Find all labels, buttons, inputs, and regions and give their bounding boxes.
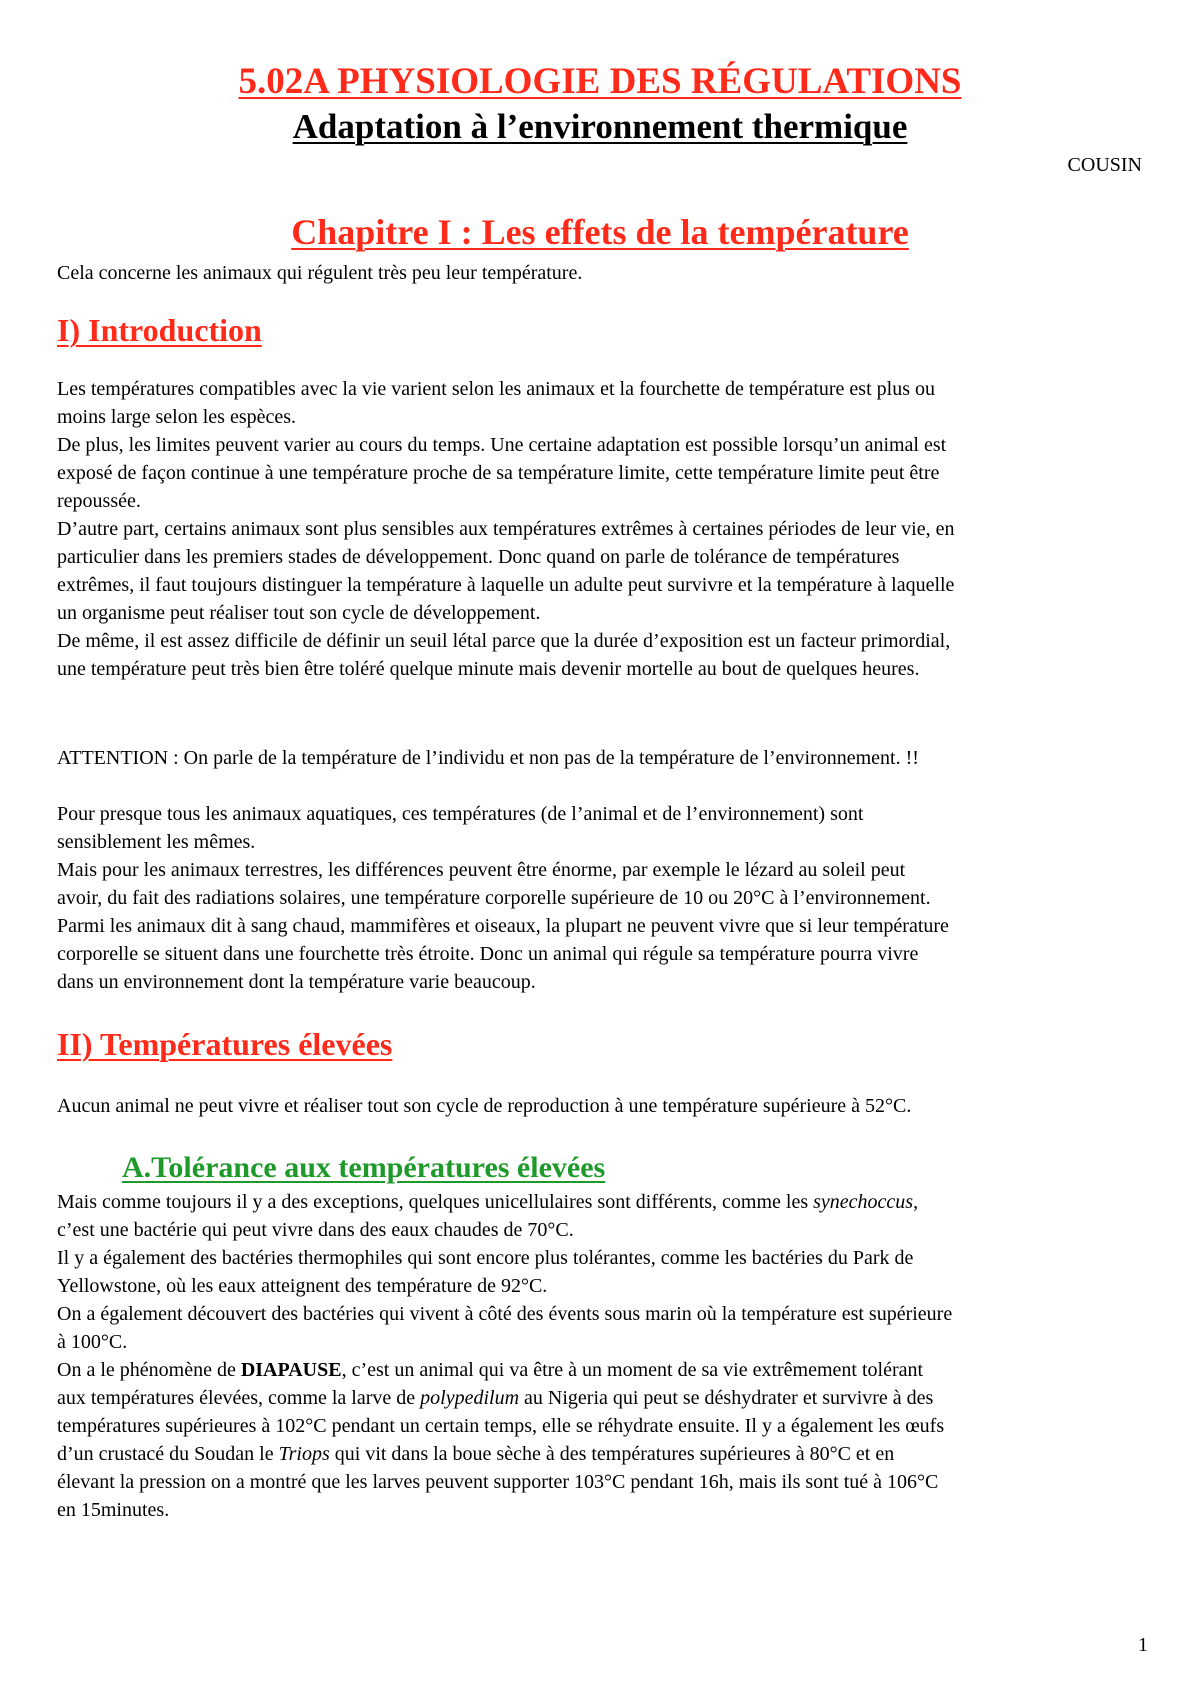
chapter-intro <box>57 259 1147 287</box>
text-line: températures supérieures à 102°C pendant un certain temps, elle se réhydrate ensuite. Il y a également les œufs <box>57 1415 945 1437</box>
species-name: synechoccus <box>813 1191 914 1213</box>
attention-note <box>57 744 1147 772</box>
chapter-intro-text: Cela concerne les animaux qui régulent très peu leur température. <box>57 262 583 284</box>
tolerance-paragraph <box>57 1188 1147 1524</box>
text-run: au Nigeria qui peut se déshydrater et survivre à des <box>519 1387 934 1409</box>
text-line: dans un environnement dont la température varie beaucoup. <box>57 971 536 993</box>
text-line: c’est une bactérie qui peut vivre dans des eaux chaudes de 70°C. <box>57 1219 574 1241</box>
chapter-title: Chapitre I : Les effets de la température <box>291 212 909 252</box>
text-line: avoir, du fait des radiations solaires, une température corporelle supérieure de 10 ou 20°C à l’environnement. <box>57 887 931 909</box>
text-line <box>57 1188 1147 1216</box>
section-heading-high-temperatures: II) Températures élevées <box>57 1026 393 1062</box>
text-line: De même, il est assez difficile de définir un seuil létal parce que la durée d’exposition est un facteur primordial, <box>57 630 951 652</box>
introduction-paragraph-2 <box>57 800 1147 996</box>
attention-text: ATTENTION : On parle de la température de l’individu et non pas de la température de l’environnement. !! <box>57 747 919 769</box>
text-line: à 100°C. <box>57 1331 128 1353</box>
author-name: COUSIN <box>1067 154 1142 176</box>
page-number: 1 <box>1138 1634 1148 1656</box>
text-line: moins large selon les espèces. <box>57 406 297 428</box>
text-line: Pour presque tous les animaux aquatiques, ces températures (de l’animal et de l’environnement) sont <box>57 803 864 825</box>
text-line: sensiblement les mêmes. <box>57 831 256 853</box>
text-line: Aucun animal ne peut vivre et réaliser tout son cycle de reproduction à une température supérieure à 52°C. <box>57 1095 912 1117</box>
text-run: , c’est un animal qui va être à un moment de sa vie extrêmement tolérant <box>341 1359 924 1381</box>
introduction-paragraph-1 <box>57 375 1147 683</box>
text-line: Il y a également des bactéries thermophiles qui sont encore plus tolérantes, comme les bactéries du Park de <box>57 1247 914 1269</box>
text-run: , <box>913 1191 919 1213</box>
text-line: une température peut très bien être toléré quelque minute mais devenir mortelle au bout de quelques heures. <box>57 658 920 680</box>
text-line: corporelle se situent dans une fourchette très étroite. Donc un animal qui régule sa température pourra vivre <box>57 943 919 965</box>
keyword-diapause: DIAPAUSE <box>240 1359 342 1381</box>
text-line: Yellowstone, où les eaux atteignent des température de 92°C. <box>57 1275 548 1297</box>
text-line: On a également découvert des bactéries qui vivent à côté des évents sous marin où la température est supérieure <box>57 1303 953 1325</box>
high-temperatures-intro <box>57 1092 1147 1120</box>
text-line: Les températures compatibles avec la vie varient selon les animaux et la fourchette de température est plus ou <box>57 378 935 400</box>
text-line: De plus, les limites peuvent varier au cours du temps. Une certaine adaptation est possible lorsqu’un animal est <box>57 434 947 456</box>
text-run: aux températures élevées, comme la larve de <box>57 1387 421 1409</box>
section-heading-introduction: I) Introduction <box>57 312 262 348</box>
text-line: Parmi les animaux dit à sang chaud, mammifères et oiseaux, la plupart ne peuvent vivre que si leur température <box>57 915 949 937</box>
text-line: un organisme peut réaliser tout son cycle de développement. <box>57 602 541 624</box>
species-name: polypedilum <box>420 1387 520 1409</box>
text-line: exposé de façon continue à une température proche de sa température limite, cette température limite peut être <box>57 462 940 484</box>
text-run: On a le phénomène de <box>57 1359 241 1381</box>
text-line: en 15minutes. <box>57 1499 170 1521</box>
text-line: extrêmes, il faut toujours distinguer la température à laquelle un adulte peut survivre et la température à laquelle <box>57 574 955 596</box>
text-line: repoussée. <box>57 490 141 512</box>
species-name: Triops <box>278 1443 330 1465</box>
text-run: d’un crustacé du Soudan le <box>57 1443 279 1465</box>
text-line <box>57 1440 1147 1468</box>
document-title: 5.02A PHYSIOLOGIE DES RÉGULATIONS <box>238 61 962 102</box>
text-line: D’autre part, certains animaux sont plus sensibles aux températures extrêmes à certaines périodes de leur vie, en <box>57 518 955 540</box>
text-line: élevant la pression on a montré que les larves peuvent supporter 103°C pendant 16h, mais ils sont tué à 106°C <box>57 1471 939 1493</box>
text-line: particulier dans les premiers stades de développement. Donc quand on parle de tolérance de températures <box>57 546 900 568</box>
text-line <box>57 1384 1147 1412</box>
document-subtitle: Adaptation à l’environnement thermique <box>292 107 908 146</box>
text-run: Mais comme toujours il y a des exceptions, quelques unicellulaires sont différents, comme les <box>57 1191 814 1213</box>
subsection-heading-tolerance: A.Tolérance aux températures élevées <box>122 1151 606 1184</box>
text-run: qui vit dans la boue sèche à des températures supérieures à 80°C et en <box>329 1443 895 1465</box>
text-line: Mais pour les animaux terrestres, les différences peuvent être énorme, par exemple le lézard au soleil peut <box>57 859 906 881</box>
text-line <box>57 1356 1147 1384</box>
